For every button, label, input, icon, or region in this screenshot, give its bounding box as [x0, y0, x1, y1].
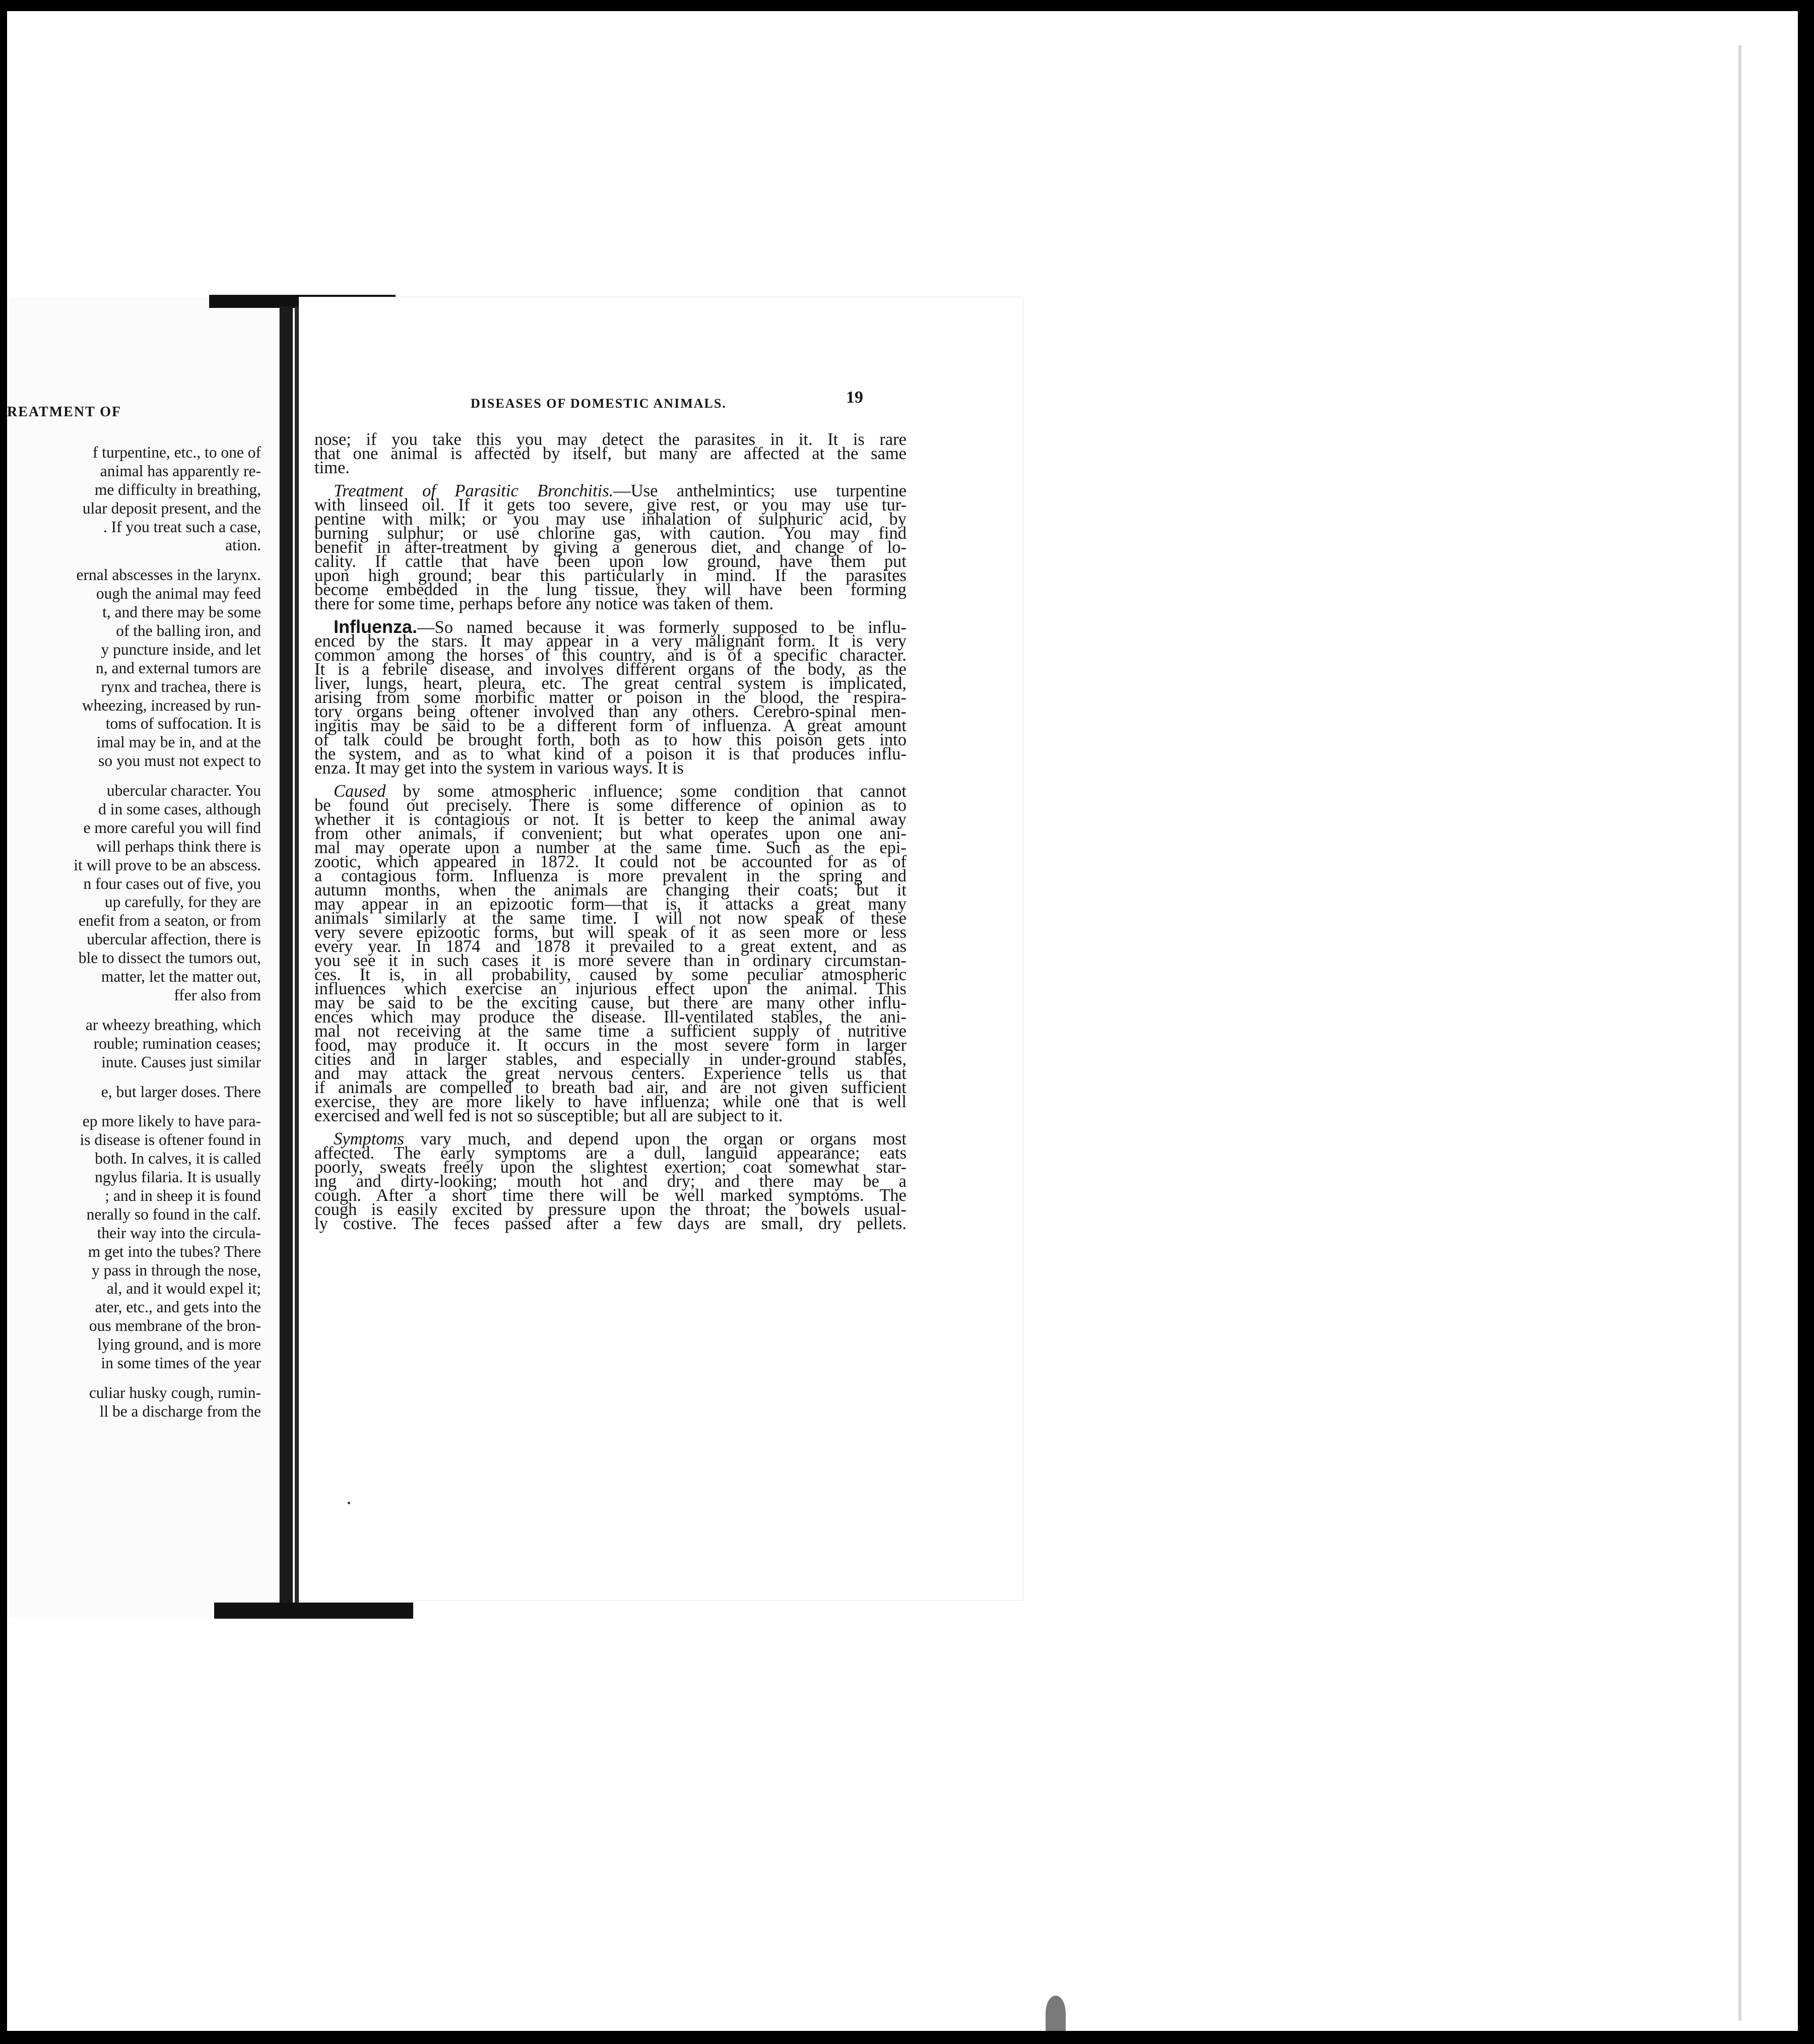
line-text: It is a febrile disease, and involves different organs of the body, as the	[314, 660, 906, 679]
line-text: of talk could be brought forth, both as to how this poison gets into	[314, 730, 906, 749]
left-text-line: n, and external tumors are	[96, 659, 261, 677]
line-text: and may attack the great nervous centers. Experience tells us that	[314, 1064, 906, 1083]
line-text: ly costive. The feces passed after a few days are small, dry pellets.	[314, 1214, 906, 1233]
line-text: cough is easily excited by pressure upon the throat; the bowels usual-	[314, 1200, 906, 1219]
left-text-line: f turpentine, etc., to one of	[92, 443, 261, 461]
line-text: liver, lungs, heart, pleura, etc. The great central system is implicated,	[314, 674, 906, 693]
left-text-line: nerally so found in the calf.	[86, 1205, 261, 1223]
left-text-line: inute. Causes just similar	[101, 1053, 261, 1071]
binding-spine	[280, 306, 293, 1607]
left-text-line: ll be a discharge from the	[99, 1402, 261, 1420]
line-text: from other animals, if convenient; but what operates upon one ani-	[314, 824, 906, 843]
left-text-line: m get into the tubes? There	[88, 1242, 261, 1260]
left-text-line: matter, let the matter out,	[101, 968, 261, 986]
line-text: exercised and well fed is not so susceptible; but all are subject to it.	[314, 1106, 783, 1125]
line-text: cities and in larger stables, and especially in under-ground stables,	[314, 1050, 906, 1069]
scan-thumb-mark	[1046, 1996, 1066, 2031]
left-text-line: e more careful you will find	[83, 818, 261, 837]
scan-border-top	[0, 0, 1814, 11]
line-text: —Use anthelmintics; use turpentine	[613, 481, 906, 500]
left-text-line: ernal abscesses in the larynx.	[76, 566, 261, 584]
left-text-line: imal may be in, and at the	[96, 733, 261, 751]
right-page	[299, 297, 1023, 1600]
line-text: a contagious form. Influenza is more prevalent in the spring and	[314, 866, 906, 885]
section-heading: Influenza.	[334, 616, 418, 637]
left-text-line: ble to dissect the tumors out,	[78, 949, 261, 967]
left-text-line: in some times of the year	[101, 1354, 261, 1372]
line-text: whether it is contagious or not. It is better to keep the animal away	[314, 810, 906, 829]
left-text-line: ubercular affection, there is	[87, 930, 261, 948]
left-text-line: their way into the circula-	[97, 1224, 261, 1242]
left-text-line: rouble; rumination ceases;	[93, 1034, 261, 1052]
left-text-line: ough the animal may feed	[96, 585, 261, 603]
left-text-line: ep more likely to have para-	[82, 1112, 261, 1130]
line-text: arising from some morbific matter or poison in the blood, the respira-	[314, 688, 906, 707]
page-number: 19	[846, 388, 863, 407]
left-text-line: ater, etc., and gets into the	[95, 1298, 261, 1316]
left-text-line: animal has apparently re-	[100, 462, 261, 480]
left-text-line: is disease is oftener found in	[80, 1131, 261, 1149]
left-text-line: so you must not expect to	[98, 752, 261, 770]
running-head: DISEASES OF DOMESTIC ANIMALS.	[471, 396, 727, 411]
line-text: cality. If cattle that have been upon low ground, have them put	[314, 552, 906, 571]
left-page-fragment	[7, 297, 280, 1618]
line-text: tory organs being oftener involved than any others. Cerebro-spinal men-	[314, 702, 906, 721]
line-text: with linseed oil. If it gets too severe, give rest, or you may use tur-	[314, 495, 906, 515]
left-text-line: will perhaps think there is	[96, 837, 261, 855]
left-text-line: ous membrane of the bron-	[89, 1317, 261, 1335]
line-text: ences which may produce the disease. Ill-ventilated stables, the ani-	[314, 1007, 906, 1027]
line-text: may appear in an epizootic form—that is, it attacks a great many	[314, 895, 906, 914]
page-body-text	[314, 432, 919, 1231]
left-text-line: al, and it would expel it;	[106, 1280, 261, 1298]
left-text-line: y puncture inside, and let	[101, 640, 261, 658]
line-text: influences which exercise an injurious effect upon the animal. This	[314, 979, 906, 998]
line-text: animals similarly at the same time. I will not now speak of these	[314, 909, 906, 928]
line-text: cough. After a short time there will be well marked symptoms. The	[314, 1186, 906, 1205]
line-text: you see it in such cases it is more severe than in ordinary circumstan-	[314, 951, 906, 970]
line-text: may be said to be the exciting cause, but there are many other influ-	[314, 993, 906, 1012]
binding-spine-edge	[295, 306, 299, 1607]
paragraph-gap	[7, 1005, 261, 1016]
line-text: nose; if you take this you may detect the parasites in it. It is rare	[314, 430, 906, 449]
left-text-line: culiar husky cough, rumin-	[89, 1383, 261, 1401]
line-text: burning sulphur; or use chlorine gas, with caution. You may find	[314, 524, 906, 543]
line-text: be found out precisely. There is some difference of opinion as to	[314, 796, 906, 815]
scan-border-right	[1798, 0, 1814, 2044]
left-text-line: ngylus filaria. It is usually	[95, 1168, 261, 1186]
paragraph-gap	[7, 1072, 261, 1083]
line-text: poorly, sweats freely upon the slightest exertion; coat somewhat star-	[314, 1158, 906, 1177]
scan-border-left	[0, 0, 7, 2044]
left-text-line: ar wheezy breathing, which	[85, 1015, 261, 1034]
line-text: ing and dirty-looking; mouth hot and dry; and there may be a	[314, 1172, 906, 1191]
left-text-line: . If you treat such a case,	[103, 518, 261, 536]
line-text: exercise, they are more likely to have influenza; while one that is well	[314, 1092, 906, 1111]
left-text-line: y pass in through the nose,	[92, 1261, 261, 1279]
left-text-line: me difficulty in breathing,	[94, 480, 261, 498]
line-text: food, may produce it. It occurs in the most severe form in larger	[314, 1036, 906, 1055]
line-text: vary much, and depend upon the organ or organs most	[404, 1129, 906, 1148]
line-text: —So named because it was formerly supposed to be influ-	[417, 618, 906, 637]
left-text-line: rynx and trachea, there is	[101, 677, 261, 695]
text-line	[314, 446, 906, 461]
line-text: there for some time, perhaps before any notice was taken of them.	[314, 594, 774, 613]
line-text: enza. It may get into the system in various ways. It is	[314, 758, 684, 778]
left-text-line: of the balling iron, and	[116, 622, 261, 640]
run-in-heading: Caused	[334, 782, 386, 801]
line-text: zootic, which appeared in 1872. It could not be accounted for as of	[314, 852, 906, 871]
paragraph-gap	[7, 771, 261, 782]
left-text-line: n four cases out of five, you	[83, 874, 261, 892]
paragraph-gap	[7, 1101, 261, 1112]
line-text: time.	[314, 458, 350, 477]
left-text-line: d in some cases, although	[98, 800, 261, 818]
left-text-line: ular deposit present, and the	[82, 499, 261, 517]
paragraph-gap	[7, 1373, 261, 1384]
binding-clip-bottom	[214, 1603, 413, 1619]
line-text: mal may operate upon a number at the same time. Such as the epi-	[314, 838, 906, 857]
line-text: ingitis may be said to be a different form of influenza. A great amount	[314, 716, 906, 735]
left-text-line: toms of suffocation. It is	[105, 715, 261, 733]
left-text-line: ation.	[225, 536, 261, 554]
left-text-line: ffer also from	[174, 986, 261, 1004]
line-text: by some atmospheric influence; some condition that cannot	[385, 782, 906, 801]
line-text: enced by the stars. It may appear in a very malignant form. It is very	[314, 631, 906, 651]
left-text-line: enefit from a seaton, or from	[78, 912, 261, 930]
scan-border-bottom	[0, 2031, 1814, 2044]
left-running-head: REATMENT OF	[7, 404, 122, 420]
paragraph-gap	[7, 555, 261, 566]
left-text-line: both. In calves, it is called	[95, 1149, 261, 1168]
scan-margin-line	[1738, 45, 1741, 2021]
left-text-line: e, but larger doses. There	[101, 1082, 261, 1101]
left-page-text	[7, 443, 261, 1421]
left-text-line: lying ground, and is more	[97, 1335, 261, 1354]
line-text: ces. It is, in all probability, caused by some peculiar atmospheric	[314, 965, 906, 984]
line-text: become embedded in the lung tissue, they will have been forming	[314, 580, 906, 599]
left-text-line: ; and in sheep it is found	[105, 1186, 261, 1204]
line-text: the system, and as to what kind of a poison it is that produces influ-	[314, 744, 906, 763]
line-text: that one animal is affected by itself, but many are affected at the same	[314, 444, 906, 463]
line-text: if animals are compelled to breath bad air, and are not given sufficient	[314, 1078, 906, 1097]
left-text-line: it will prove to be an abscess.	[74, 856, 261, 874]
run-in-heading: Treatment of Parasitic Bronchitis.	[334, 481, 614, 500]
line-text: benefit in after-treatment by giving a generous diet, and change of lo-	[314, 538, 906, 557]
line-text: very severe epizootic forms, but will speak of it as seen more or less	[314, 923, 906, 942]
left-text-line: ubercular character. You	[106, 782, 261, 800]
ink-speck	[348, 1502, 350, 1504]
left-text-line: up carefully, for they are	[104, 893, 261, 911]
line-text: affected. The early symptoms are a dull, languid appearance; eats	[314, 1143, 906, 1163]
run-in-heading: Symptoms	[334, 1129, 404, 1148]
line-text: upon high ground; bear this particularly in mind. If the parasites	[314, 566, 906, 585]
line-text: autumn months, when the animals are changing their coats; but it	[314, 880, 906, 900]
line-text: pentine with milk; or you may use inhalation of sulphuric acid, by	[314, 509, 906, 529]
line-text: every year. In 1874 and 1878 it prevailed to a great extent, and as	[314, 937, 906, 956]
line-text: mal not receiving at the same time a sufficient supply of nutritive	[314, 1021, 906, 1041]
text-line	[314, 1214, 906, 1233]
left-text-line: t, and there may be some	[102, 603, 261, 621]
left-text-line: wheezing, increased by run-	[82, 696, 261, 714]
line-text: common among the horses of this country, and is of a specific character.	[314, 646, 906, 665]
